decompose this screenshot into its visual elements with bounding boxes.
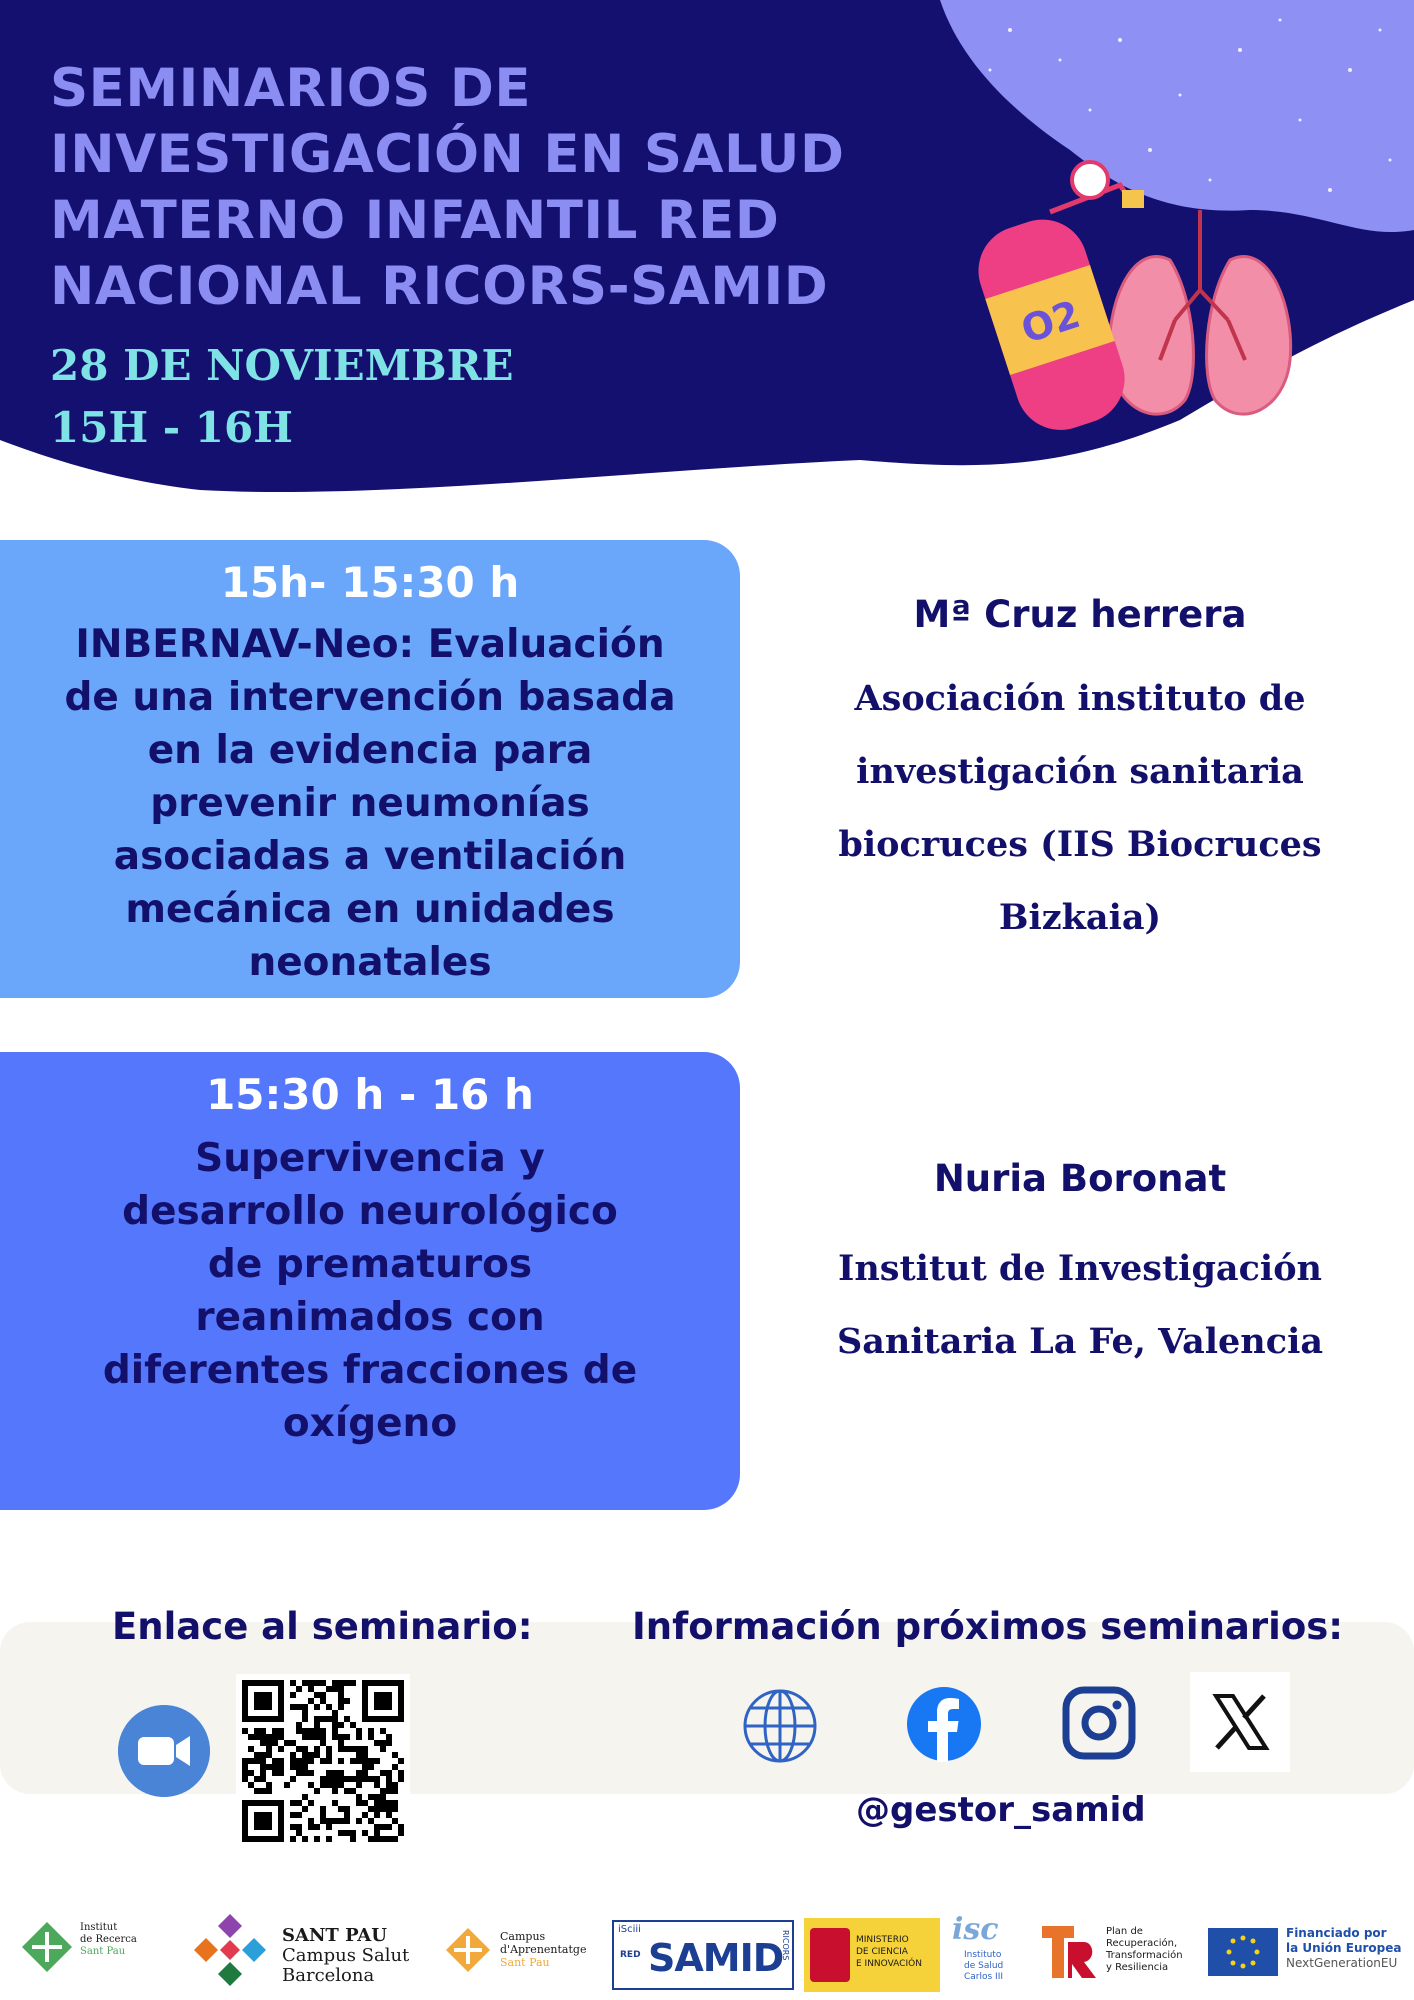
session-time: 15h- 15:30 h (220, 558, 520, 607)
logo-line: DE CIENCIA (856, 1947, 908, 1957)
speaker-block-2 (780, 1156, 1380, 1378)
speaker-institution (780, 1232, 1380, 1378)
logo-line: Campus Salut (282, 1945, 410, 1966)
instagram-icon[interactable] (1062, 1686, 1136, 1760)
institution-line: Sanitaria La Fe, Valencia (836, 1321, 1324, 1362)
title-line: INVESTIGACIÓN EN SALUD (50, 124, 845, 185)
logo-line: y Resiliencia (1106, 1962, 1169, 1973)
speaker-name: Nuria Boronat (933, 1157, 1227, 1200)
oxygen-lungs-illustration (970, 150, 1320, 450)
logo-institut-recerca-sant-pau (20, 1912, 170, 1992)
institution-line: biocruces (IIS Biocruces (838, 824, 1322, 865)
session-talk-title (0, 618, 740, 989)
logo-line: Campus (500, 1930, 546, 1943)
talk-line: prevenir neumonías (150, 781, 590, 826)
logo-line: Institut (80, 1922, 118, 1933)
logo-line: Financiado por (1286, 1926, 1387, 1940)
talk-line: asociadas a ventilación (113, 834, 627, 879)
talk-line: Supervivencia y (195, 1136, 545, 1181)
talk-line: diferentes fracciones de (102, 1348, 638, 1393)
logo-instituto-salud-carlos-iii (948, 1912, 1018, 1992)
talk-line: en la evidencia para (147, 728, 593, 773)
title-line: MATERNO INFANTIL RED (50, 190, 780, 251)
logo-line: Plan de (1106, 1926, 1143, 1937)
institution-line: investigación sanitaria (856, 751, 1304, 792)
globe-icon[interactable] (742, 1688, 818, 1764)
red-mark: RED (620, 1950, 641, 1960)
speaker-institution (780, 662, 1380, 954)
logo-line: de Recerca (80, 1934, 137, 1945)
institution-line: Asociación instituto de (854, 678, 1306, 719)
seminar-date: 28 DE NOVIEMBRE (50, 341, 514, 390)
title-line: SEMINARIOS DE (50, 58, 532, 119)
o2-label: O2 (1015, 291, 1086, 352)
seminar-link-label: Enlace al seminario: (112, 1605, 533, 1648)
talk-line: reanimados con (195, 1295, 545, 1340)
session-talk-title (0, 1132, 740, 1450)
logo-plan-recuperacion (1040, 1912, 1200, 1992)
social-handle[interactable]: @gestor_samid (856, 1790, 1146, 1830)
talk-line: oxígeno (282, 1401, 458, 1446)
talk-line: de prematuros (207, 1242, 533, 1287)
facebook-icon[interactable] (906, 1686, 982, 1762)
institution-line: Institut de Investigación (837, 1248, 1323, 1289)
logo-line: SANT PAU (282, 1925, 387, 1946)
logo-ministerio-ciencia (804, 1918, 940, 1992)
campus-cross-icon (444, 1926, 492, 1974)
samid-name: SAMID (648, 1936, 784, 1980)
logo-sant-pau-campus-salut (192, 1912, 412, 1992)
sant-pau-cross-icon (20, 1920, 74, 1974)
speaker-name: Mª Cruz herrera (913, 593, 1247, 636)
talk-line: mecánica en unidades (125, 887, 615, 932)
zoom-icon[interactable] (118, 1705, 210, 1797)
plan-tr-icon (1040, 1922, 1098, 1982)
logo-line: NextGenerationEU (1286, 1956, 1398, 1970)
isc-mark-icon: isc (952, 1912, 999, 1947)
logo-campus-aprenentatge (444, 1912, 604, 1992)
lungs-icon (1109, 210, 1290, 414)
logo-line: d'Aprenentatge (500, 1943, 587, 1956)
ricors-mark: RICORS (781, 1930, 790, 1961)
upcoming-info-label: Información próximos seminarios: (632, 1605, 1344, 1648)
x-icon[interactable] (1190, 1672, 1290, 1772)
logo-line: Sant Pau (500, 1956, 550, 1969)
logo-line: Instituto (964, 1950, 1002, 1960)
logo-line: de Salud (964, 1961, 1004, 1971)
session-card-1 (0, 540, 740, 998)
logo-line: Carlos III (964, 1972, 1004, 1982)
logo-line: Sant Pau (80, 1946, 126, 1957)
logo-line: Recuperación, (1106, 1938, 1178, 1949)
logo-red-samid (612, 1920, 794, 1990)
logo-line: la Unión Europea (1286, 1941, 1402, 1955)
title-line: NACIONAL RICORS-SAMID (50, 256, 829, 317)
logo-line: Transformación (1106, 1950, 1183, 1961)
logo-union-europea (1208, 1912, 1408, 1992)
logo-line: E INNOVACIÓN (856, 1959, 922, 1969)
qr-code[interactable] (236, 1674, 410, 1848)
talk-line: neonatales (248, 940, 492, 985)
session-time: 15:30 h - 16 h (206, 1070, 534, 1119)
talk-line: desarrollo neurológico (122, 1189, 618, 1234)
eu-flag-icon (1208, 1928, 1278, 1976)
session-card-2 (0, 1052, 740, 1510)
campus-diamond-icon (192, 1912, 268, 1988)
logo-line: Barcelona (282, 1965, 375, 1986)
institution-line: Bizkaia) (998, 897, 1162, 938)
isciii-mark: iSciii (618, 1924, 641, 1935)
speaker-block-1 (780, 592, 1380, 954)
spain-coat-of-arms-icon (810, 1928, 850, 1982)
talk-line: INBERNAV-Neo: Evaluación (75, 622, 665, 667)
talk-line: de una intervención basada (64, 675, 676, 720)
seminar-title (50, 56, 910, 320)
logo-line: MINISTERIO (856, 1935, 909, 1945)
seminar-hours: 15H - 16H (50, 403, 293, 452)
